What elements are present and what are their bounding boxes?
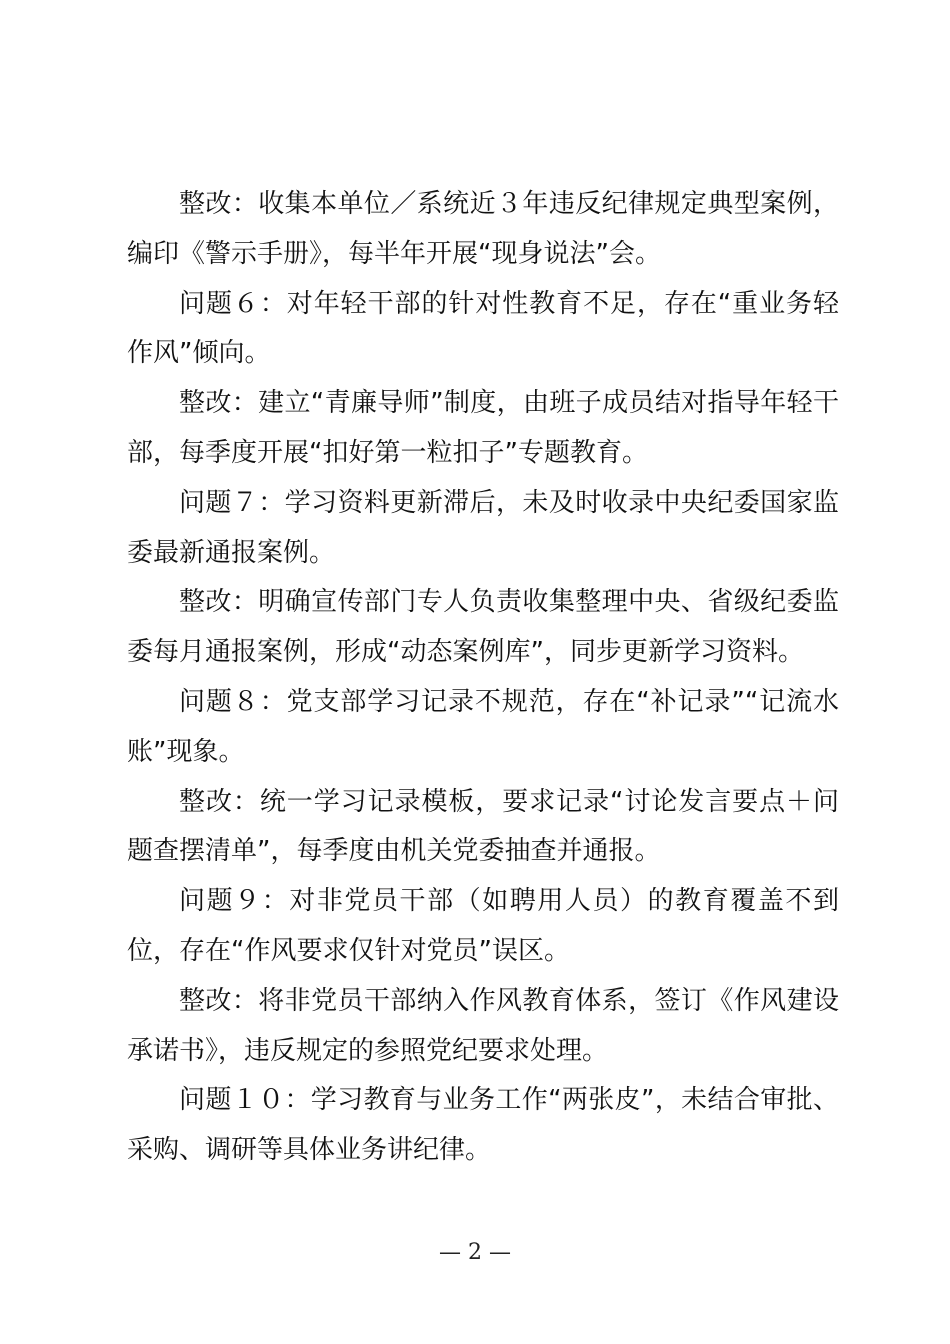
paragraph-issue-10: 问题１０：学习教育与业务工作“两张皮”，未结合审批、采购、调研等具体业务讲纪律。: [127, 1085, 839, 1166]
paragraph-rectification-8: 整改：统一学习记录模板，要求记录“讨论发言要点＋问题查摆清单”，每季度由机关党委抽查并通报。: [127, 786, 839, 867]
page-number: — 2 —: [439, 1240, 511, 1265]
paragraph-rectification-9: 整改：将非党员干部纳入作风教育体系，签订《作风建设承诺书》，违反规定的参照党纪要求处理。: [127, 985, 839, 1066]
paragraph-issue-6: 问题６：对年轻干部的针对性教育不足，存在“重业务轻作风”倾向。: [127, 288, 839, 369]
paragraph-rectification-7: 整改：明确宣传部门专人负责收集整理中央、省级纪委监委每月通报案例，形成“动态案例库”，同步更新学习资料。: [127, 587, 839, 668]
paragraph-rectification-5: 整改：收集本单位／系统近３年违反纪律规定典型案例，编印《警示手册》，每半年开展“现身说法”会。: [127, 189, 839, 269]
paragraph-issue-9: 问题９：对非党员干部（如聘用人员）的教育覆盖不到位，存在“作风要求仅针对党员”误区。: [127, 886, 839, 966]
document-body: [127, 180, 839, 1176]
paragraph-issue-7: 问题７：学习资料更新滞后，未及时收录中央纪委国家监委最新通报案例。: [127, 487, 839, 568]
paragraph-rectification-6: 整改：建立“青廉导师”制度，由班子成员结对指导年轻干部，每季度开展“扣好第一粒扣子”专题教育。: [127, 388, 839, 468]
paragraph-issue-8: 问题８：党支部学习记录不规范，存在“补记录”“记流水账”现象。: [127, 686, 839, 767]
